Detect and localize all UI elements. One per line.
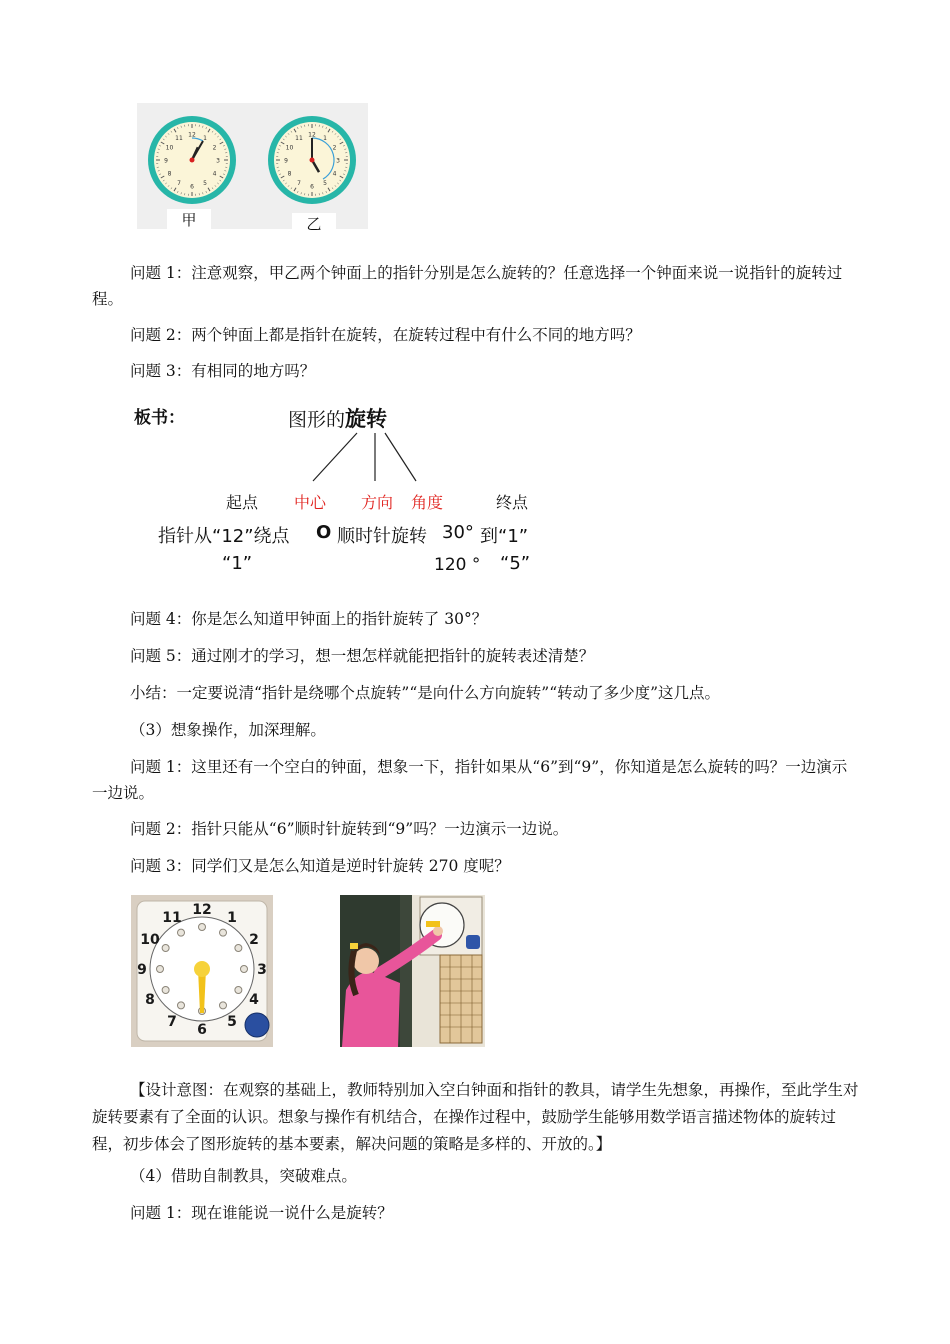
teaching-clock-numeral: 1: [227, 910, 237, 927]
clock-numeral: 3: [336, 157, 340, 165]
clock-numeral: 5: [203, 180, 207, 188]
student-demo-photo: [340, 895, 485, 1047]
question-4: 问题 4：你是怎么知道甲钟面上的指针旋转了 30°？: [130, 610, 488, 628]
clock-numeral: 6: [310, 183, 314, 191]
clock-numeral: 10: [285, 144, 294, 152]
teaching-clock-numeral: 12: [192, 902, 212, 918]
clock-numeral: 9: [164, 157, 168, 165]
clock-label-jia: 甲: [167, 209, 211, 231]
board-line1-center-point: O: [316, 522, 332, 543]
teaching-clock-numeral: 6: [197, 1022, 207, 1038]
board-title-plain: 图形的: [288, 409, 346, 431]
clock-yi: [268, 116, 356, 204]
clock-numeral: 7: [177, 180, 181, 188]
teaching-clock-numeral: 3: [257, 962, 267, 978]
section-4-heading: （4）借助自制教具，突破难点。: [130, 1167, 357, 1185]
board-line1-angle: 30°: [442, 522, 474, 543]
clock-numeral: 4: [212, 170, 217, 178]
student-demo-image: [340, 895, 485, 1047]
section-3-heading: （3）想象操作，加深理解。: [130, 721, 326, 739]
clocks-figure: [137, 103, 368, 233]
board-center-label: 中心: [294, 493, 327, 512]
board-angle-label: 角度: [411, 493, 444, 512]
clock-numeral: 1: [203, 134, 207, 142]
board-line2-start: “1”: [222, 553, 253, 574]
board-start-label: 起点: [226, 493, 259, 512]
board-line2-end: “5”: [500, 553, 531, 574]
question-5: 问题 5：通过刚才的学习，想一想怎样就能把指针的旋转表述清楚？: [130, 647, 595, 665]
clock-numeral: 5: [323, 180, 327, 188]
section-4-question-1: 问题 1：现在谁能说一说什么是旋转？: [130, 1204, 393, 1222]
clock-numeral: 2: [212, 144, 217, 152]
board-label: 板书：: [134, 408, 185, 428]
clock-numeral: 11: [175, 134, 183, 142]
question-1: 问题 1：注意观察，甲乙两个钟面上的指针分别是怎么旋转的？任意选择一个钟面来说一说指针的旋转过程。: [92, 264, 843, 308]
summary: 小结：一定要说清“指针是绕哪个点旋转”“是向什么方向旋转”“转动了多少度”这几点。: [130, 684, 721, 702]
teaching-clock-numeral: 7: [167, 1013, 177, 1030]
clock-numeral: 6: [190, 183, 194, 191]
clock-numeral: 12: [308, 131, 316, 139]
section-3-question-2: 问题 2：指针只能从“6”顺时针旋转到“9”吗？一边演示一边说。: [130, 820, 569, 838]
board-direction-label: 方向: [361, 493, 394, 512]
teaching-clock-numeral: 4: [249, 992, 259, 1008]
teaching-clock-photo: [131, 895, 273, 1047]
question-3: 问题 3：有相同的地方吗？: [130, 362, 316, 380]
section-3-question-1: 问题 1：这里还有一个空白的钟面，想象一下，指针如果从“6”到“9”，你知道是怎么旋转的吗？一边演示一边说。: [92, 758, 848, 802]
question-2: 问题 2：两个钟面上都是指针在旋转，在旋转过程中有什么不同的地方吗？: [130, 326, 641, 344]
clock-jia: [148, 116, 236, 204]
clock-numeral: 4: [332, 170, 337, 178]
teaching-clock-numeral: 2: [249, 932, 259, 948]
design-intent: 【设计意图：在观察的基础上，教师特别加入空白钟面和指针的教具，请学生先想象，再操作，至此学生对旋转要素有了全面的认识。想象与操作有机结合，在操作过程中，鼓励学生能够用数学语言描述物体的旋转过程，初步体会了图形旋转的基本要素，解决问题的策略是多样的、开放的。】: [92, 1081, 859, 1153]
clock-numeral: 1: [323, 134, 327, 142]
teaching-clock-numeral: 10: [140, 932, 160, 948]
board-line1-direction: 顺时针旋转: [337, 526, 427, 547]
board-end-label: 终点: [496, 493, 529, 512]
board-line1-to: 到“1”: [480, 526, 529, 547]
board-line2-angle: 120 °: [434, 555, 481, 575]
teaching-clock-numeral: 5: [227, 1013, 237, 1030]
clock-numeral: 11: [295, 134, 303, 142]
teaching-clock-numeral: 9: [137, 962, 147, 978]
clock-numeral: 2: [332, 144, 337, 152]
teaching-clock-numeral: 8: [145, 992, 155, 1008]
board-title-bold: 旋转: [345, 407, 388, 431]
board-notes: [130, 395, 570, 585]
board-line1-from: 指针从“12”绕点: [158, 526, 290, 547]
clock-numeral: 12: [188, 131, 196, 139]
section-3-question-3: 问题 3：同学们又是怎么知道是逆时针旋转 270 度呢？: [130, 857, 510, 875]
clock-numeral: 10: [165, 144, 174, 152]
clock-numeral: 8: [167, 170, 172, 178]
clock-numeral: 3: [216, 157, 220, 165]
clock-label-yi: 乙: [292, 213, 336, 235]
clock-numeral: 7: [297, 180, 301, 188]
clock-numeral: 8: [287, 170, 292, 178]
teaching-clock-numeral: 11: [162, 910, 182, 927]
teaching-clock-image: [131, 895, 273, 1047]
clock-numeral: 9: [284, 157, 288, 165]
